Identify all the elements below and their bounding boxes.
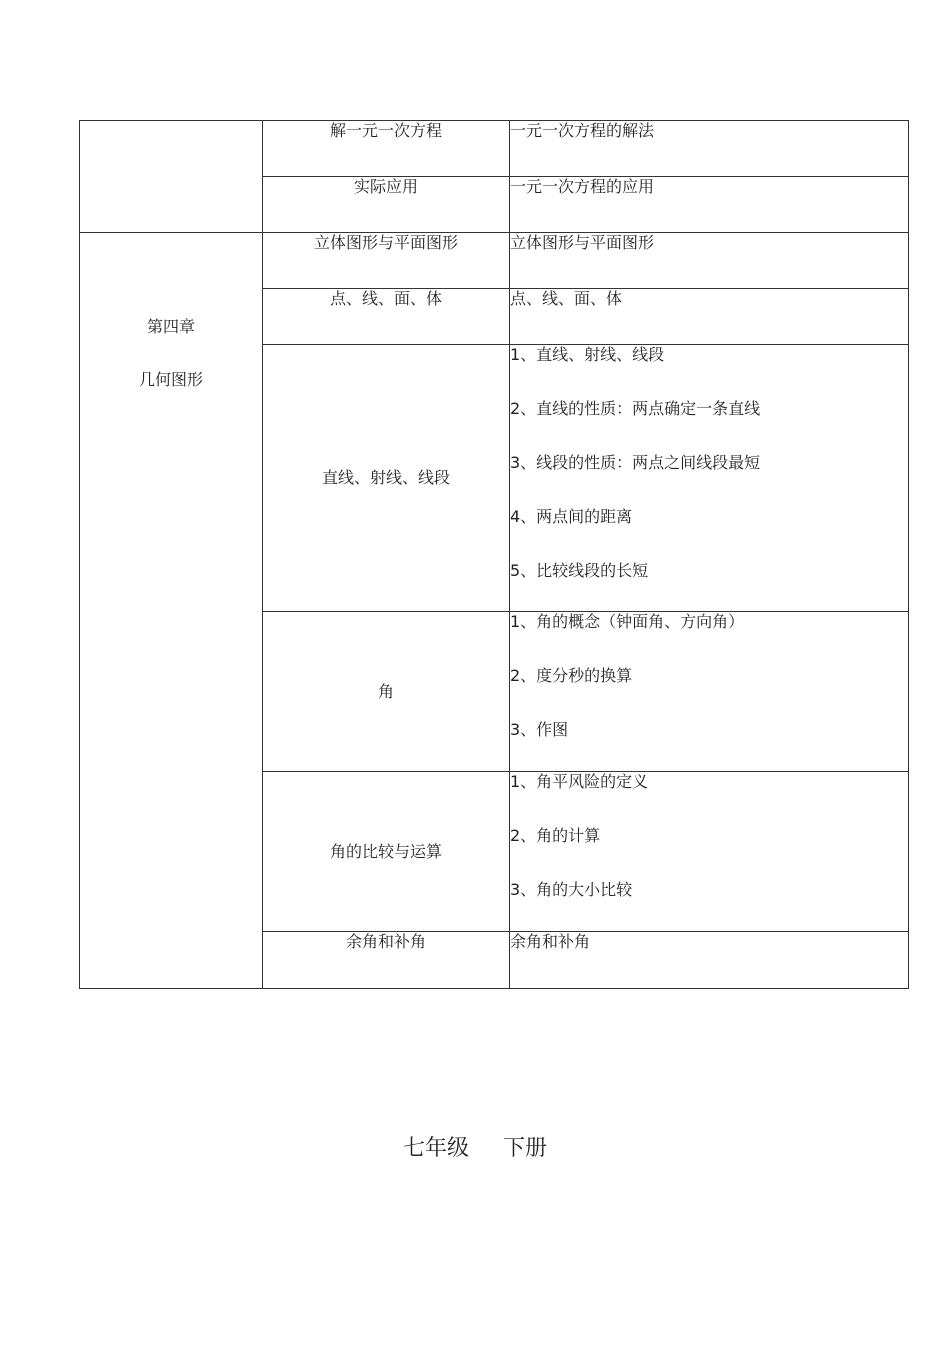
content-line: 2、度分秒的换算 xyxy=(510,666,633,685)
content-line: 一元一次方程的应用 xyxy=(510,177,655,196)
content-line: 1、直线、射线、线段 xyxy=(510,345,665,364)
content-line: 3、角的大小比较 xyxy=(510,880,633,899)
chapter-title: 几何图形 xyxy=(138,370,203,389)
content-line: 2、角的计算 xyxy=(510,826,601,845)
curriculum-outline-table xyxy=(79,120,909,989)
section-cell: 实际应用 xyxy=(263,177,510,233)
content-cell xyxy=(510,233,909,289)
content-cell xyxy=(510,772,909,932)
content-line: 4、两点间的距离 xyxy=(510,507,633,526)
chapter-number: 第四章 xyxy=(146,317,195,336)
section-cell: 立体图形与平面图形 xyxy=(263,233,510,289)
content-cell xyxy=(510,932,909,989)
content-line: 1、角平风险的定义 xyxy=(510,772,649,791)
content-cell xyxy=(510,345,909,612)
grade-volume-heading xyxy=(0,1136,950,1162)
content-cell xyxy=(510,612,909,772)
content-line: 余角和补角 xyxy=(510,932,591,951)
volume-label: 下册 xyxy=(503,1136,548,1161)
content-line: 2、直线的性质：两点确定一条直线 xyxy=(510,399,761,418)
content-line: 1、角的概念（钟面角、方向角） xyxy=(510,612,745,631)
content-line: 3、作图 xyxy=(510,720,569,739)
content-line: 立体图形与平面图形 xyxy=(510,233,655,252)
content-line: 点、线、面、体 xyxy=(510,289,623,308)
section-cell: 解一元一次方程 xyxy=(263,121,510,177)
chapter-cell xyxy=(80,233,263,989)
content-cell xyxy=(510,121,909,177)
content-line: 一元一次方程的解法 xyxy=(510,121,655,140)
section-cell: 直线、射线、线段 xyxy=(263,345,510,612)
table-row xyxy=(80,233,909,289)
grade-label: 七年级 xyxy=(402,1136,469,1161)
content-cell xyxy=(510,177,909,233)
content-line: 3、线段的性质：两点之间线段最短 xyxy=(510,453,761,472)
content-line: 5、比较线段的长短 xyxy=(510,561,649,580)
section-cell: 角 xyxy=(263,612,510,772)
section-cell: 余角和补角 xyxy=(263,932,510,989)
table-row xyxy=(80,121,909,177)
chapter-cell-empty xyxy=(80,121,263,233)
content-cell xyxy=(510,289,909,345)
section-cell: 点、线、面、体 xyxy=(263,289,510,345)
section-cell: 角的比较与运算 xyxy=(263,772,510,932)
